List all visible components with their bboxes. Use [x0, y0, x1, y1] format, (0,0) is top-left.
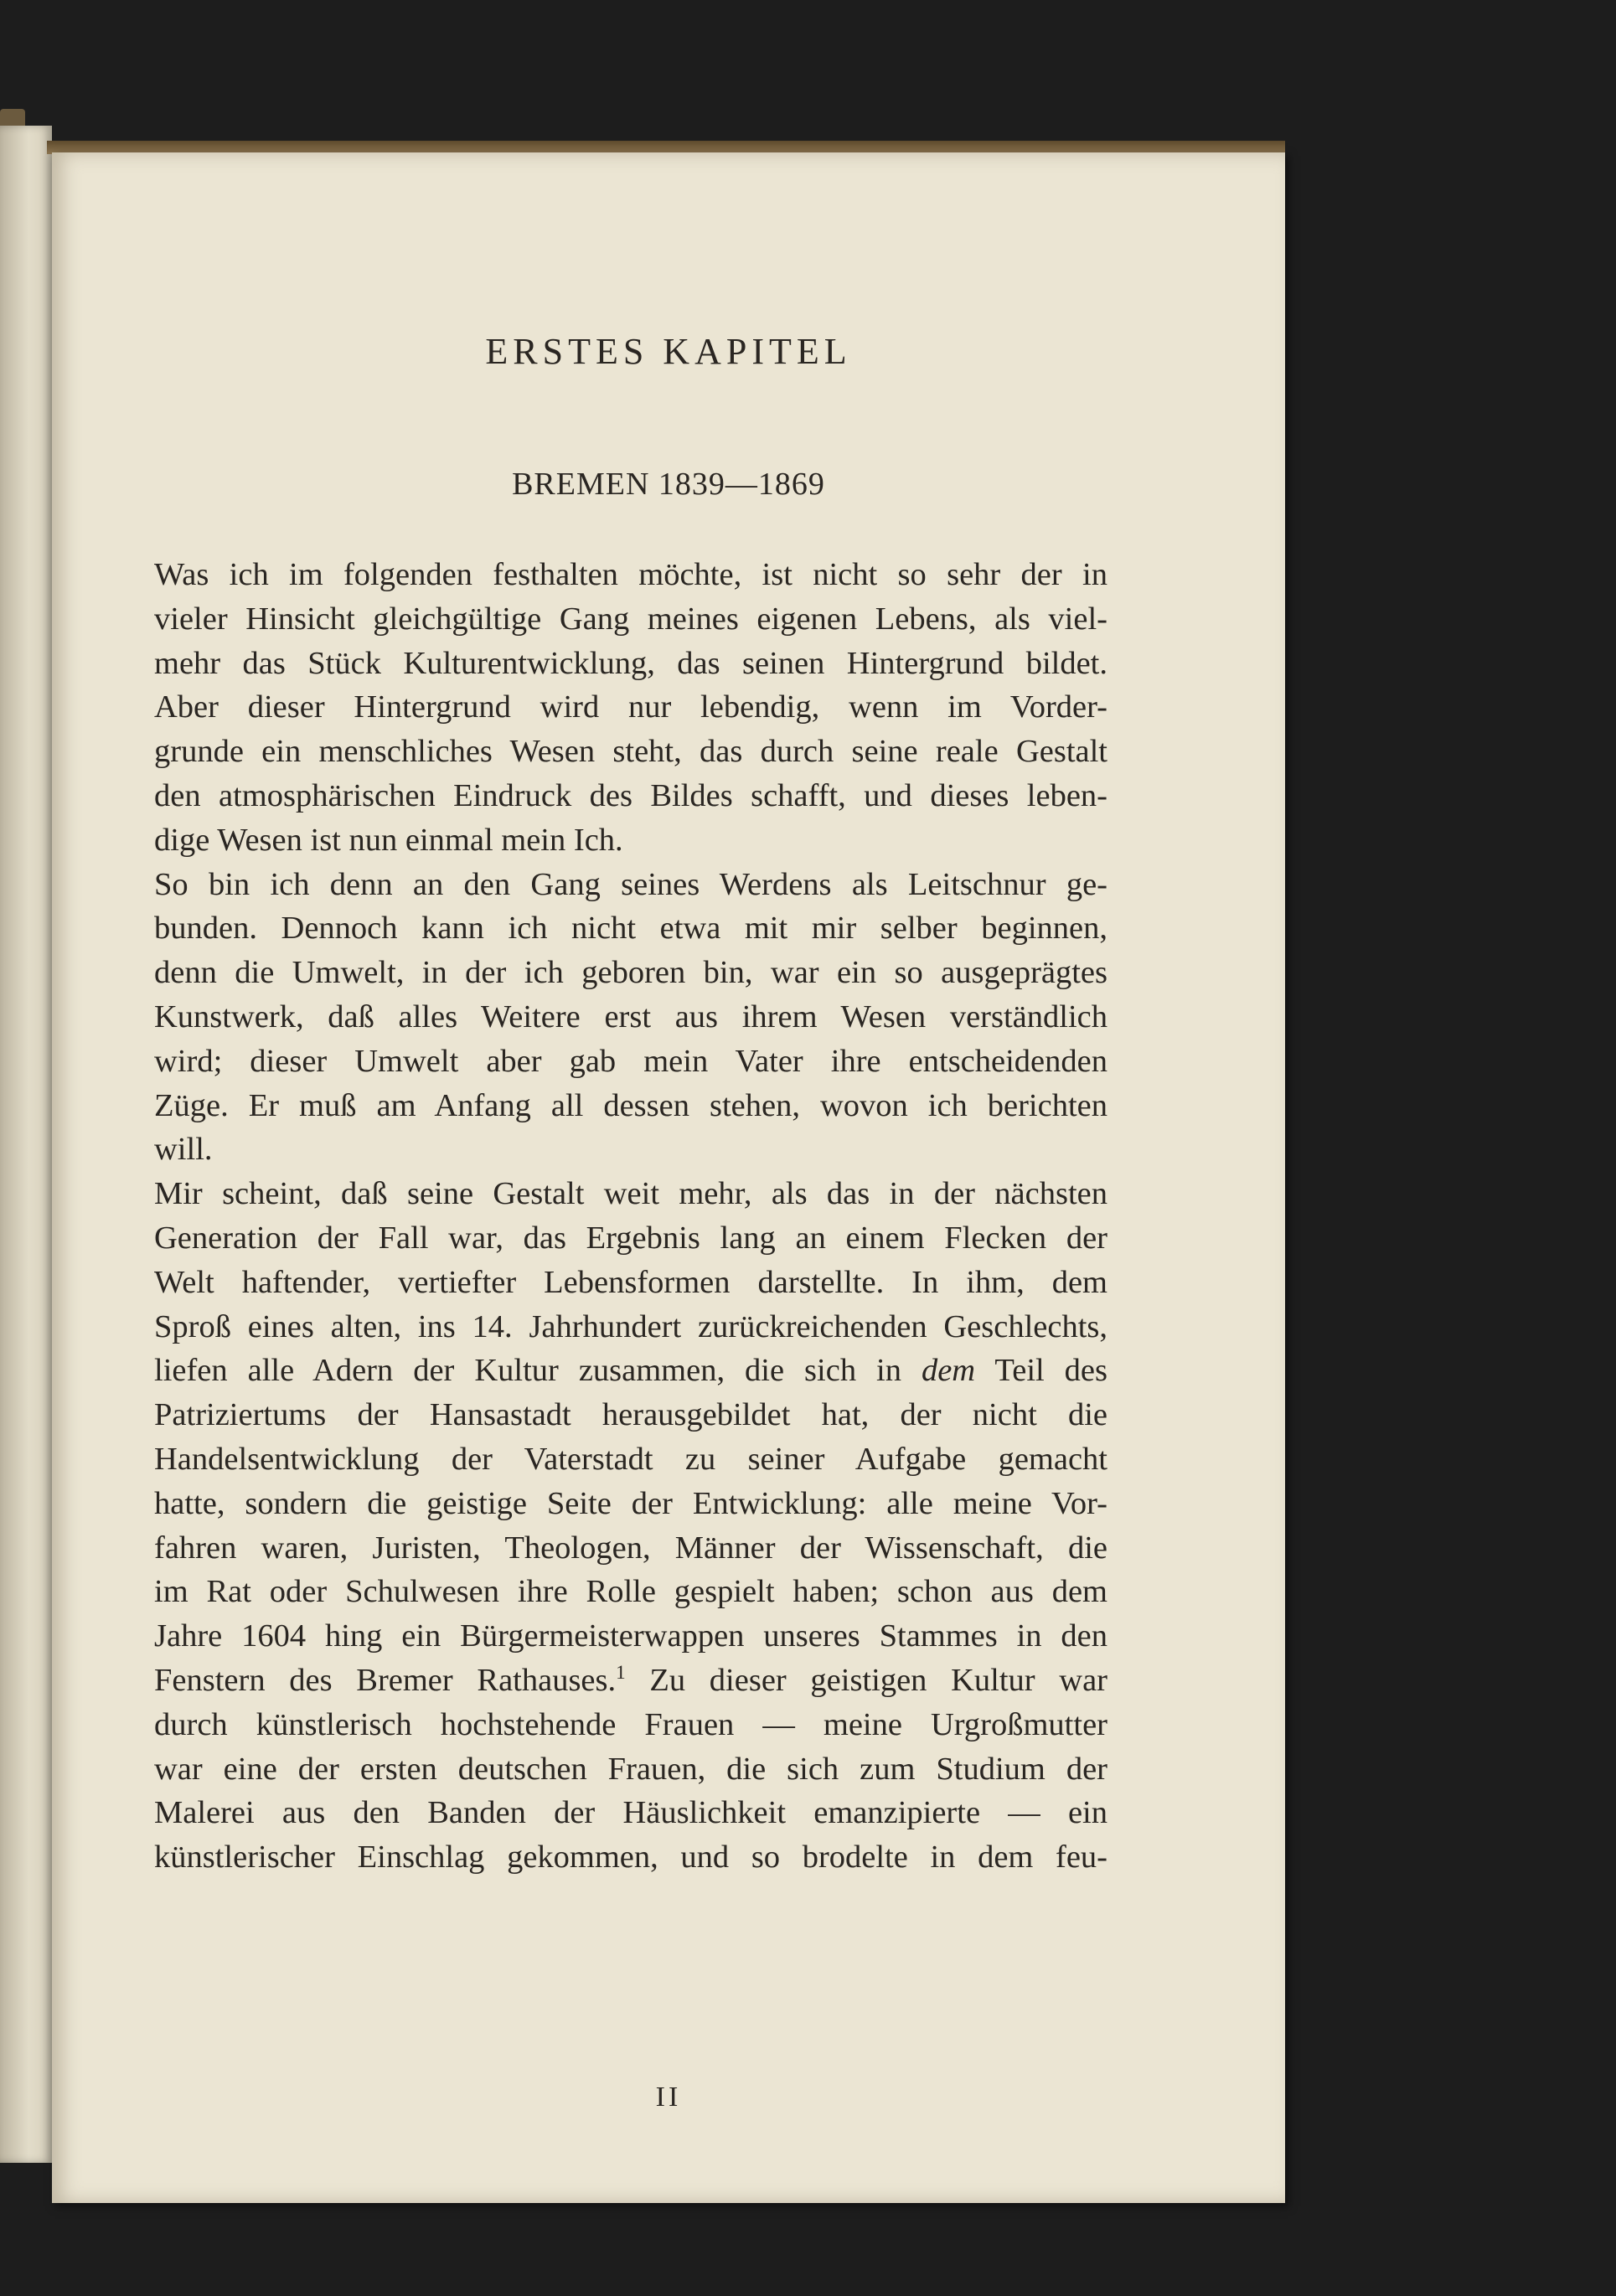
text-line: war eine der ersten deutschen Frauen, die sich zum Studium der [154, 1751, 1107, 1787]
text-line: dige Wesen ist nun einmal mein Ich. [154, 822, 623, 858]
text-line: grunde ein menschliches Wesen steht, das durch seine reale Gestalt [154, 734, 1107, 770]
text-line: Aber dieser Hintergrund wird nur lebendig, wenn im Vorder- [154, 689, 1107, 725]
page-number: II [655, 2082, 682, 2113]
text-line: wird; dieser Umwelt aber gab mein Vater ihre entscheidenden [154, 1043, 1107, 1079]
text-segment: Fenstern des Bremer Rathauses. [154, 1662, 617, 1698]
text-segment: Zu dieser geistigen Kultur war [625, 1662, 1107, 1698]
text-line: denn die Umwelt, in der ich geboren bin, war ein so ausgeprägtes [154, 955, 1107, 991]
text-line: Welt haftender, vertiefter Lebensformen darstellte. In ihm, dem [154, 1264, 1107, 1300]
text-line: durch künstlerisch hochstehende Frauen — meine Urgroßmutter [154, 1706, 1107, 1742]
text-line: Malerei aus den Banden der Häuslichkeit emanzipierte — ein [154, 1795, 1107, 1831]
text-line: So bin ich denn an den Gang seines Werdens als Leitschnur ge- [154, 866, 1107, 902]
section-heading: BREMEN 1839—1869 [512, 467, 825, 502]
text-line: Jahre 1604 hing ein Bürgermeisterwappen unseres Stammes in den [154, 1618, 1107, 1654]
text-line: vieler Hinsicht gleichgültige Gang meines eigenen Lebens, als viel- [154, 601, 1107, 637]
text-line: Züge. Er muß am Anfang all dessen stehen, wovon ich berichten [154, 1087, 1107, 1123]
text-line: Patriziertums der Hansastadt herausgebildet hat, der nicht die [154, 1397, 1107, 1433]
emphasis-text: dem [921, 1353, 976, 1389]
text-line [154, 1349, 1107, 1393]
footnote-reference: 1 [616, 1661, 626, 1684]
text-line: Sproß eines alten, ins 14. Jahrhundert zurückreichenden Geschlechts, [154, 1308, 1107, 1344]
body-text [154, 553, 1107, 1880]
text-line: hatte, sondern die geistige Seite der Entwicklung: alle meine Vor- [154, 1485, 1107, 1521]
text-line: Mir scheint, daß seine Gestalt weit mehr, als das in der nächsten [154, 1176, 1107, 1212]
text-line: Kunstwerk, daß alles Weitere erst aus ihrem Wesen verständlich [154, 998, 1107, 1034]
text-line: Generation der Fall war, das Ergebnis lang an einem Flecken der [154, 1220, 1107, 1256]
text-segment: liefen alle Adern der Kultur zusammen, die sich in [154, 1353, 922, 1389]
left-page-edge [0, 126, 52, 2163]
text-line [154, 1659, 1107, 1703]
text-line: künstlerischer Einschlag gekommen, und so brodelte in dem feu- [154, 1839, 1107, 1875]
text-line: den atmosphärischen Eindruck des Bildes schafft, und dieses leben- [154, 777, 1107, 813]
chapter-heading: ERSTES KAPITEL [485, 331, 852, 372]
text-line: fahren waren, Juristen, Theologen, Männer der Wissenschaft, die [154, 1530, 1107, 1566]
text-line: Was ich im folgenden festhalten möchte, ist nicht so sehr der in [154, 557, 1107, 592]
book-page [52, 152, 1285, 2203]
text-line: Handelsentwicklung der Vaterstadt zu seiner Aufgabe gemacht [154, 1441, 1107, 1477]
text-line: mehr das Stück Kulturentwicklung, das seinen Hintergrund bildet. [154, 645, 1107, 681]
text-line: im Rat oder Schulwesen ihre Rolle gespielt haben; schon aus dem [154, 1574, 1107, 1610]
text-line: bunden. Dennoch kann ich nicht etwa mit mir selber beginnen, [154, 911, 1107, 947]
text-line: will. [154, 1132, 213, 1168]
text-segment: Teil des [975, 1353, 1107, 1389]
